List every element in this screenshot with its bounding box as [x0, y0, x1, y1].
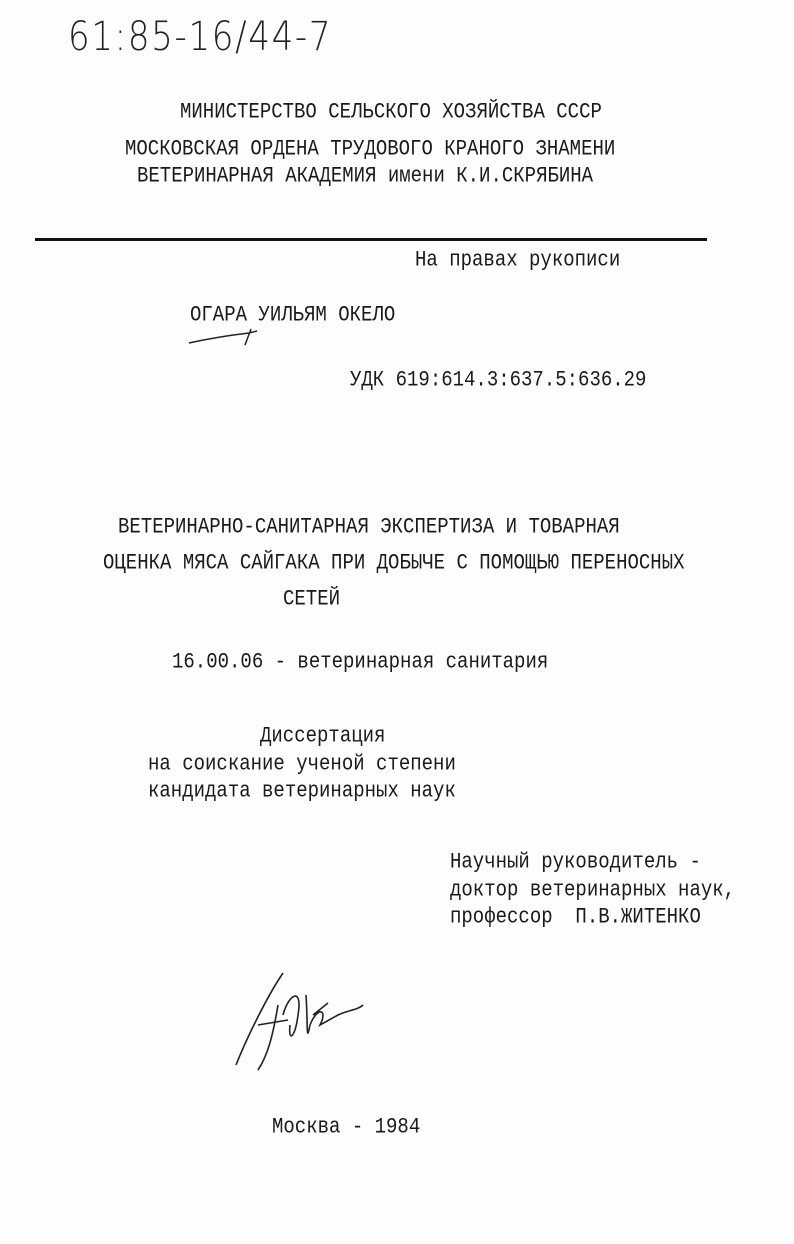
degree-line-3: кандидата ветеринарных наук [148, 778, 456, 804]
udc-code: УДК 619:614.3:637.5:636.29 [350, 367, 647, 393]
supervisor-line-2: доктор ветеринарных наук, [450, 877, 736, 903]
manuscript-note: На правах рукописи [415, 247, 621, 273]
title-line-1: ВЕТЕРИНАРНО-САНИТАРНАЯ ЭКСПЕРТИЗА И ТОВАРНАЯ [118, 514, 620, 540]
degree-line-1: Диссертация [260, 723, 386, 749]
specialty: 16.00.06 - ветеринарная санитария [172, 649, 549, 675]
title-line-2: ОЦЕНКА МЯСА САЙГАКА ПРИ ДОБЫЧЕ С ПОМОЩЬЮ ПЕРЕНОСНЫХ [103, 550, 685, 576]
academy-line-2: ВЕТЕРИНАРНАЯ АКАДЕМИЯ имени К.И.СКРЯБИНА [137, 163, 594, 189]
handwritten-signature [228, 965, 368, 1075]
handwritten-archive-mark: 61:85-16/44-7 [68, 14, 333, 60]
handwritten-underline [187, 327, 267, 347]
academy-line-1: МОСКОВСКАЯ ОРДЕНА ТРУДОВОГО КРАНОГО ЗНАМЕНИ [125, 136, 616, 162]
title-line-3: СЕТЕЙ [283, 586, 341, 612]
ministry-line: МИНИСТЕРСТВО СЕЛЬСКОГО ХОЗЯЙСТВА СССР [180, 99, 602, 125]
header-divider [35, 238, 707, 241]
degree-line-2: на соискание ученой степени [148, 751, 456, 777]
supervisor-line-1: Научный руководитель - [450, 849, 701, 875]
supervisor-line-3: профессор П.В.ЖИТЕНКО [450, 904, 701, 930]
place-and-year: Москва - 1984 [272, 1114, 421, 1140]
author-name: ОГАРА УИЛЬЯМ ОКЕЛО [190, 302, 396, 328]
